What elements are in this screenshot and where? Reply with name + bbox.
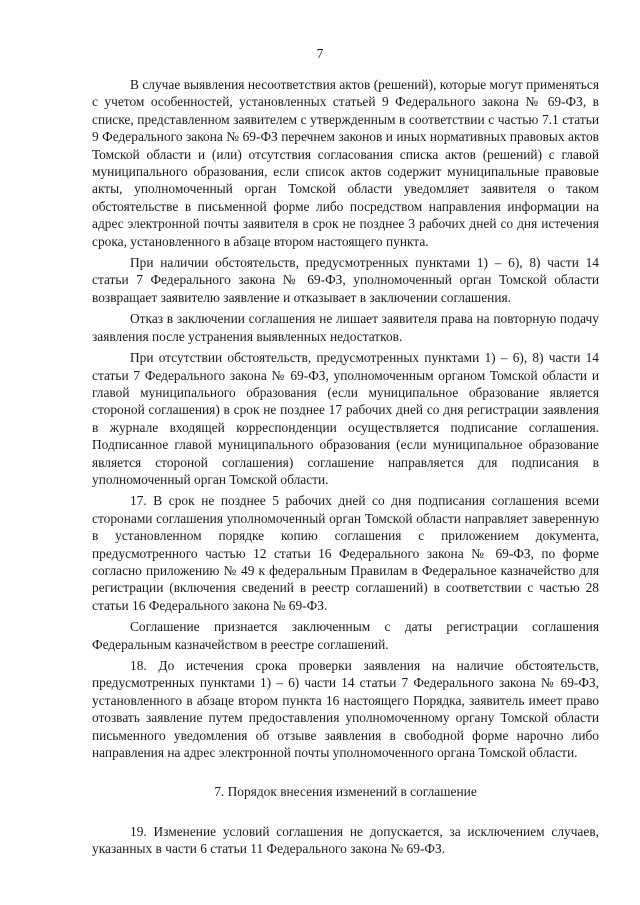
paragraph-nonconformity-notice: В случае выявления несоответствия актов (решений), которые могут применяться с учетом особенностей, установленных статьей 9 Федерального закона № 69-ФЗ, в списке, представленном заявителем с утвержденным в соответствии с частью 7.1 статьи 9 Федерального закона № 69-ФЗ перечнем законов и иных нормативных правовых актов Томской области и (или) отсутствия согласования списка актов (решений) с главой муниципального образования, если список актов содержит муниципальные правовые акты, уполномоченный орган Томской области уведомляет заявителя о таком обстоятельстве в письменной форме либо посредством направления информации на адрес электронной почты заявителя в срок не позднее 3 рабочих дней со дня истечения срока, установленного в абзаце втором настоящего пункта. bbox=[92, 77, 599, 249]
paragraph-signing-procedure: При отсутствии обстоятельств, предусмотренных пунктами 1) – 6), 8) части 14 статьи 7 Федерального закона № 69-ФЗ, уполномоченным органом Томской области и главой муниципального образования (если муниципальное образование является стороной соглашения) в срок не позднее 17 рабочих дней со дня регистрации заявления в журнале входящей корреспонденции осуществляется подписание соглашения. Подписанное главой муниципального образования (если муниципальное образование является стороной соглашения) соглашение направляется для подписания в уполномоченный орган Томской области. bbox=[92, 350, 599, 487]
section-heading: 7. Порядок внесения изменений в соглашение bbox=[214, 784, 477, 800]
paragraph-item-19: 19. Изменение условий соглашения не допускается, за исключением случаев, указанных в части 6 статьи 11 Федерального закона № 69-ФЗ. bbox=[92, 823, 599, 857]
paragraph-item-18: 18. До истечения срока проверки заявления на наличие обстоятельств, предусмотренных пунктами 1) – 6) части 14 статьи 7 Федерального закона № 69-ФЗ, установленного в абзаце втором пункта 16 настоящего Порядка, заявитель имеет право отозвать заявление путем предоставления уполномоченному органу Томской области письменного уведомления об отзыве заявления в свободной форме нарочно либо направления на адрес электронной почты уполномоченного органа Томской области. bbox=[92, 658, 599, 761]
document-body bbox=[92, 76, 599, 862]
paragraph-item-17: 17. В срок не позднее 5 рабочих дней со дня подписания соглашения всеми сторонами соглашения уполномоченный орган Томской области направляет заверенную в установленном порядке копию соглашения с приложением документа, предусмотренного частью 12 статьи 16 Федерального закона № 69-ФЗ, по форме согласно приложению № 49 к федеральным Правилам в Федеральное казначейство для регистрации (включения сведений в реестр соглашений) в соответствии с частью 28 статьи 16 Федерального закона № 69-ФЗ. bbox=[92, 493, 599, 613]
paragraph-agreement-concluded: Соглашение признается заключенным с даты регистрации соглашения Федеральным казначейством в реестре соглашений. bbox=[92, 619, 599, 652]
paragraph-return-application: При наличии обстоятельств, предусмотренных пунктами 1) – 6), 8) части 14 статьи 7 Федерального закона № 69-ФЗ, уполномоченный орган Томской области возвращает заявителю заявление и отказывает в заключении соглашения. bbox=[92, 255, 599, 305]
paragraph-refusal-resubmission: Отказ в заключении соглашения не лишает заявителя права на повторную подачу заявления после устранения выявленных недостатков. bbox=[92, 311, 599, 344]
page-number: 7 bbox=[316, 46, 324, 61]
